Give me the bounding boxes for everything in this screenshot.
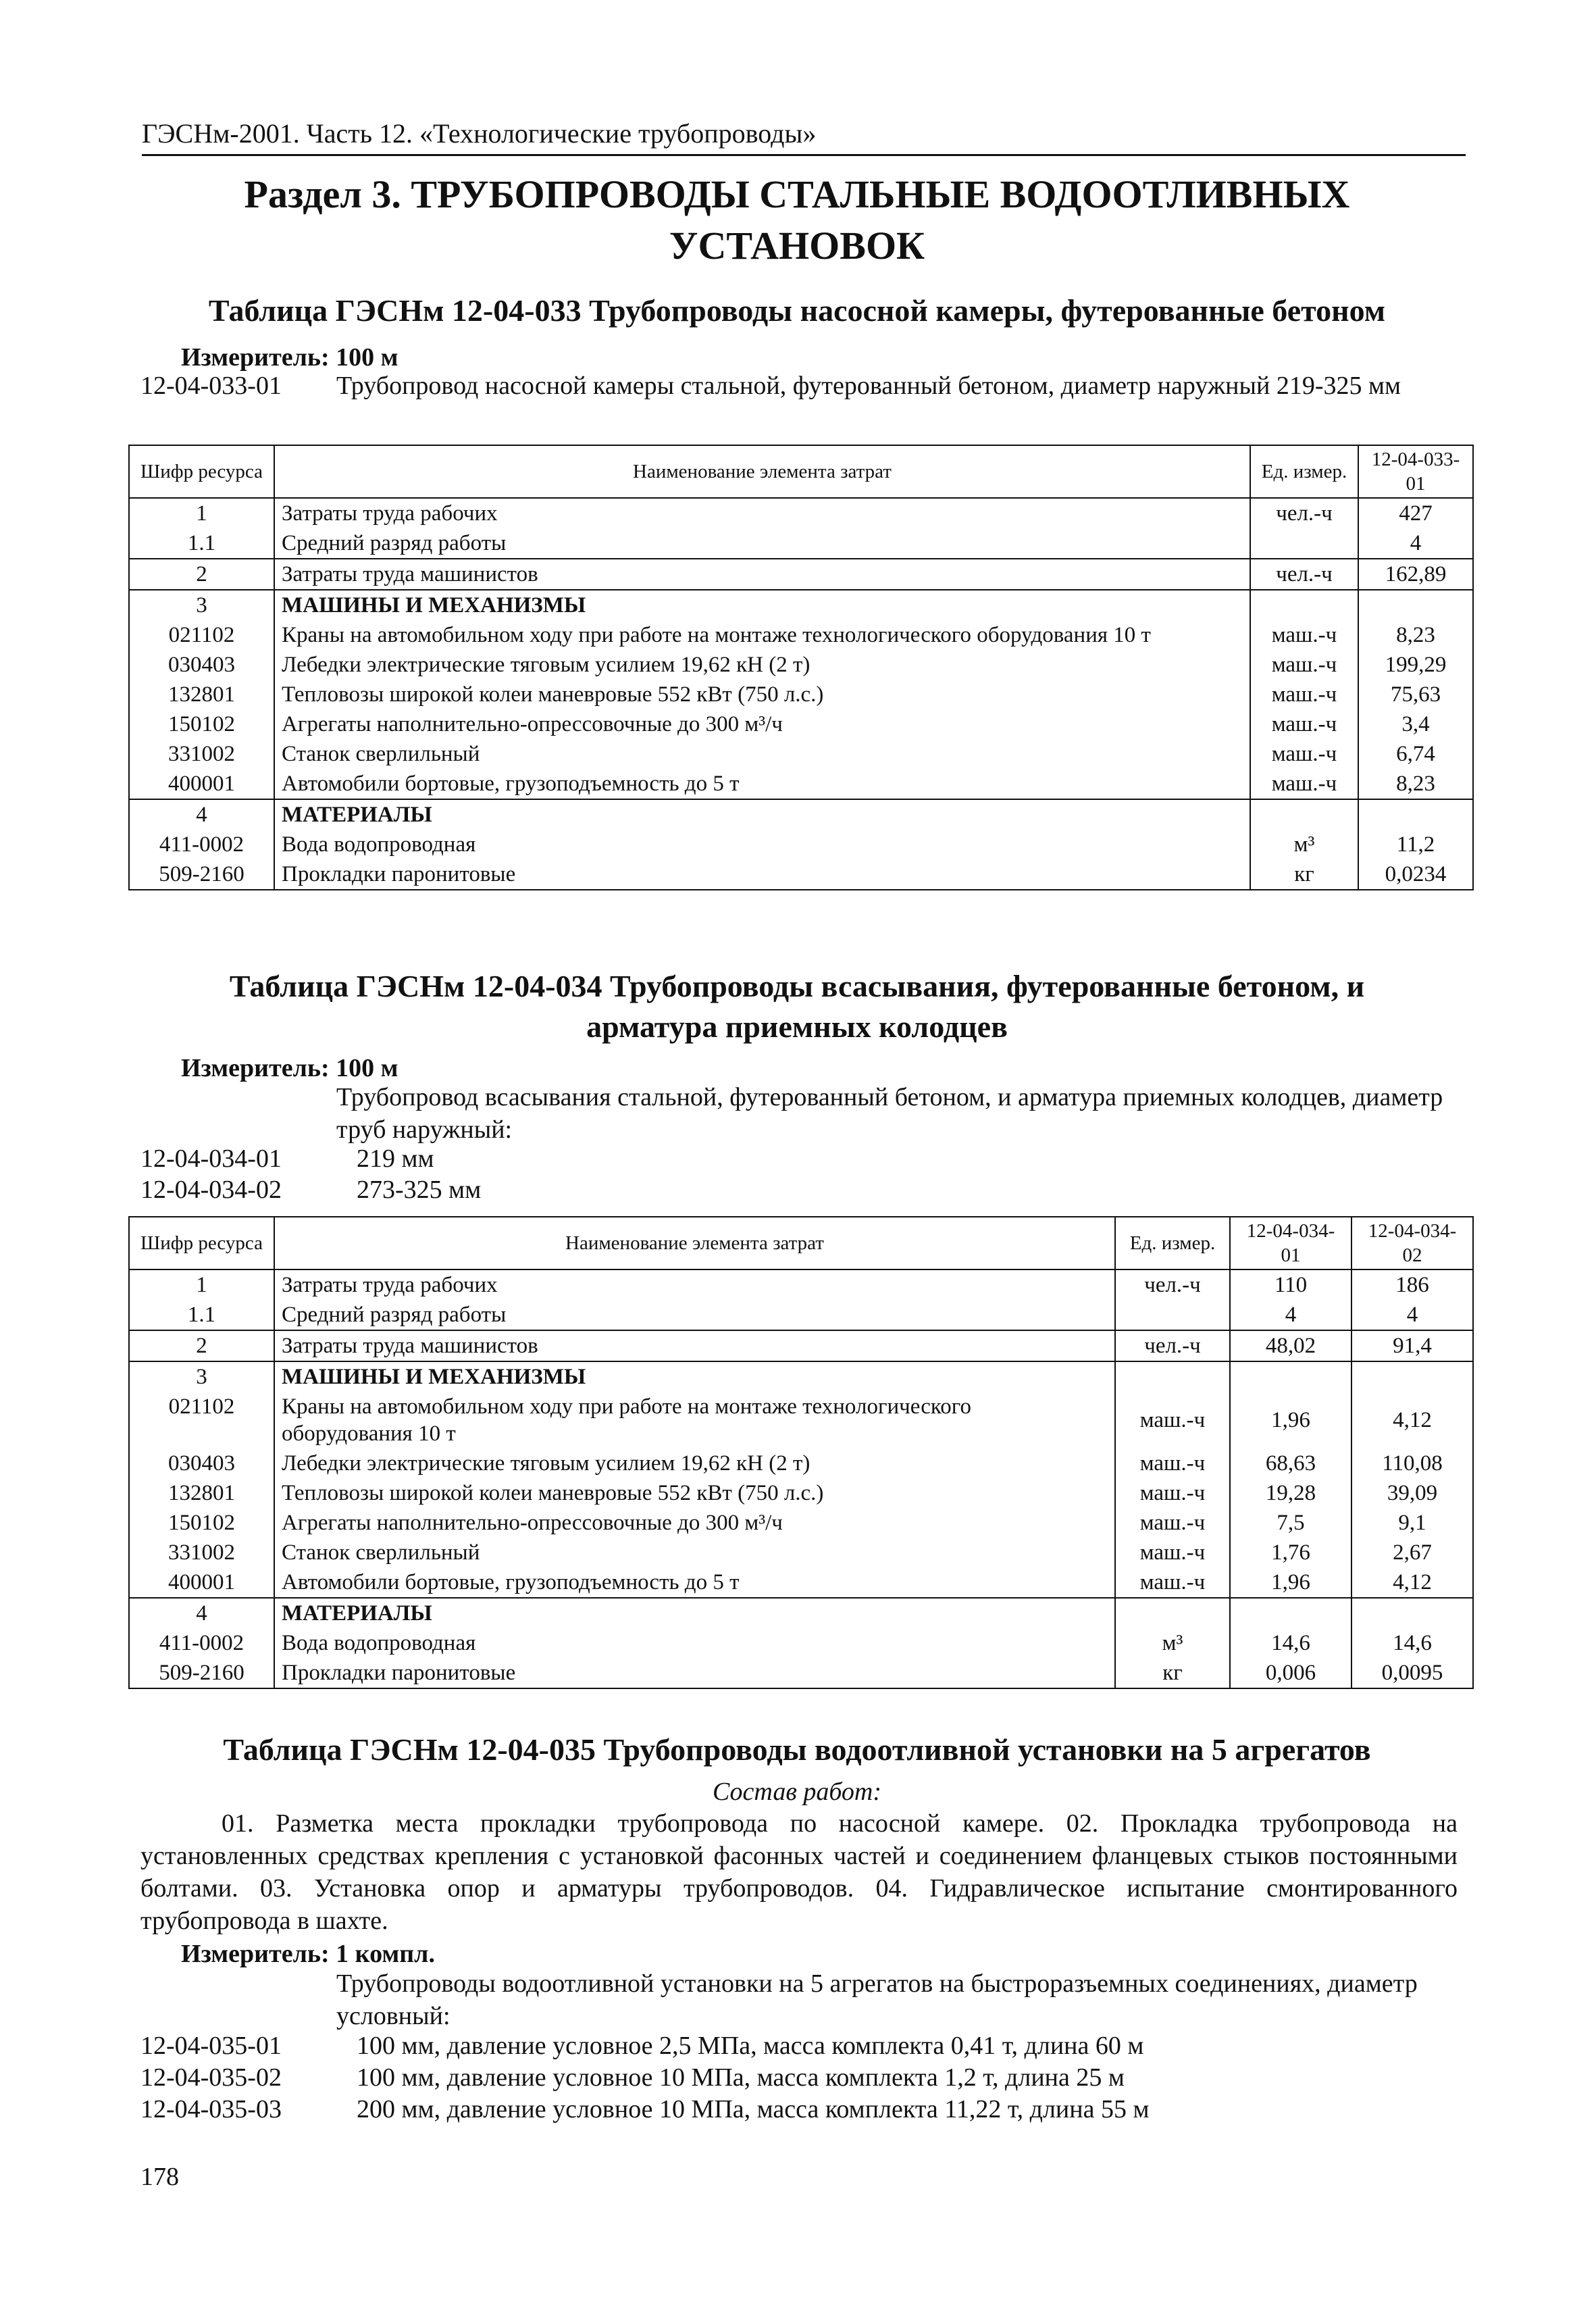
table1 bbox=[128, 445, 1474, 890]
cell-unit: маш.-ч bbox=[1115, 1538, 1230, 1567]
norm-description: 100 мм, давление условное 10 МПа, масса комплекта 1,2 т, длина 25 м bbox=[357, 2063, 1125, 2092]
cell-value: 4 bbox=[1230, 1300, 1352, 1330]
cell-value: 6,74 bbox=[1358, 739, 1473, 769]
table-row bbox=[129, 1538, 1473, 1567]
group-title: МАТЕРИАЛЫ bbox=[282, 1601, 432, 1626]
cell-value: 14,6 bbox=[1230, 1628, 1352, 1658]
table3-measure bbox=[181, 1938, 435, 1970]
cell-value: 14,6 bbox=[1352, 1628, 1473, 1658]
cell-unit: кг bbox=[1115, 1658, 1230, 1688]
cell-unit: чел.-ч bbox=[1115, 1269, 1230, 1300]
cell-code: 1.1 bbox=[129, 1300, 274, 1330]
cell-unit: м³ bbox=[1250, 830, 1358, 859]
cell-code: 4 bbox=[129, 1598, 274, 1628]
table-row bbox=[129, 1658, 1473, 1688]
cell-name: Станок сверлильный bbox=[274, 739, 1250, 769]
cell-code: 150102 bbox=[129, 1508, 274, 1538]
measure-value: 1 компл. bbox=[336, 1940, 435, 1968]
table3-title: Таблица ГЭСНм 12-04-035 Трубопроводы водоотливной установки на 5 агрегатов bbox=[223, 1732, 1371, 1767]
cell-code: 3 bbox=[129, 1361, 274, 1392]
col-header-norm: 12-04-034-02 bbox=[1352, 1217, 1473, 1269]
norm-description: 273-325 мм bbox=[357, 1176, 482, 1204]
col-header-norm: 12-04-034-01 bbox=[1230, 1217, 1352, 1269]
section-title-line: Раздел 3. ТРУБОПРОВОДЫ СТАЛЬНЫЕ ВОДООТЛИВНЫХ bbox=[244, 172, 1350, 216]
norm-code: 12-04-034-02 bbox=[140, 1176, 282, 1204]
cell-value: 186 bbox=[1352, 1269, 1473, 1300]
table-row bbox=[129, 739, 1473, 769]
cell-code: 030403 bbox=[129, 1449, 274, 1478]
col-header-name: Наименование элемента затрат bbox=[274, 445, 1250, 498]
cell-unit bbox=[1115, 1300, 1230, 1330]
cell-code: 1.1 bbox=[129, 528, 274, 559]
cell-value: 2,67 bbox=[1352, 1538, 1473, 1567]
cell-value bbox=[1352, 1598, 1473, 1628]
cell-code: 021102 bbox=[129, 620, 274, 650]
cell-value bbox=[1230, 1598, 1352, 1628]
cell-value bbox=[1358, 799, 1473, 830]
cell-group-header bbox=[274, 1361, 1115, 1392]
col-header-norm: 12-04-033-01 bbox=[1358, 445, 1473, 498]
cell-unit bbox=[1250, 528, 1358, 559]
table2-title-line: арматура приемных колодцев bbox=[586, 1009, 1008, 1044]
table-row bbox=[129, 1330, 1473, 1361]
cell-value: 427 bbox=[1358, 498, 1473, 528]
cell-unit: чел.-ч bbox=[1115, 1330, 1230, 1361]
cell-name: Краны на автомобильном ходу при работе на монтаже технологического оборудования 10 т bbox=[274, 1392, 1115, 1449]
cell-name: Вода водопроводная bbox=[274, 830, 1250, 859]
table-row bbox=[129, 620, 1473, 650]
cell-value: 162,89 bbox=[1358, 559, 1473, 590]
table2-measure bbox=[181, 1052, 398, 1084]
norm-code: 12-04-034-01 bbox=[140, 1145, 282, 1173]
cell-code: 1 bbox=[129, 498, 274, 528]
measure-value: 100 м bbox=[336, 1054, 398, 1082]
table-row bbox=[129, 799, 1473, 830]
cell-name: Тепловозы широкой колеи маневровые 552 кВт (750 л.с.) bbox=[274, 1478, 1115, 1508]
measure-label: Измеритель: bbox=[181, 343, 330, 372]
table1-measure bbox=[181, 341, 398, 374]
measure-label: Измеритель: bbox=[181, 1940, 330, 1968]
table2-title-line: Таблица ГЭСНм 12-04-034 Трубопроводы всасывания, футерованные бетоном, и bbox=[229, 969, 1365, 1003]
cell-code: 132801 bbox=[129, 680, 274, 709]
norm-code: 12-04-035-01 bbox=[140, 2032, 282, 2060]
table2-intro: Трубопровод всасывания стальной, футерованный бетоном, и арматура приемных колодцев, диаметр труб наружный: bbox=[336, 1083, 1443, 1144]
group-title: МАШИНЫ И МЕХАНИЗМЫ bbox=[282, 593, 586, 618]
cell-unit: маш.-ч bbox=[1250, 769, 1358, 799]
norm-code: 12-04-035-02 bbox=[140, 2063, 282, 2092]
page-number: 178 bbox=[140, 2163, 179, 2191]
cell-unit: маш.-ч bbox=[1250, 620, 1358, 650]
cell-value: 19,28 bbox=[1230, 1478, 1352, 1508]
cell-value: 0,0095 bbox=[1352, 1658, 1473, 1688]
cell-value bbox=[1230, 1361, 1352, 1392]
cell-unit: кг bbox=[1250, 859, 1358, 890]
cell-name: Средний разряд работы bbox=[274, 1300, 1115, 1330]
cell-unit bbox=[1115, 1361, 1230, 1392]
cell-unit bbox=[1250, 799, 1358, 830]
cell-unit: маш.-ч bbox=[1115, 1508, 1230, 1538]
table-row bbox=[129, 1628, 1473, 1658]
cell-code: 132801 bbox=[129, 1478, 274, 1508]
cell-value: 110,08 bbox=[1352, 1449, 1473, 1478]
cell-value: 7,5 bbox=[1230, 1508, 1352, 1538]
cell-value: 199,29 bbox=[1358, 650, 1473, 680]
cell-unit: м³ bbox=[1115, 1628, 1230, 1658]
norm-description: 100 мм, давление условное 2,5 МПа, масса комплекта 0,41 т, длина 60 м bbox=[357, 2032, 1144, 2060]
col-header-code: Шифр ресурса bbox=[129, 1217, 274, 1269]
table-row bbox=[129, 769, 1473, 799]
cell-name: Автомобили бортовые, грузоподъемность до 5 т bbox=[274, 1567, 1115, 1598]
table-row bbox=[129, 1598, 1473, 1628]
cell-name: Прокладки паронитовые bbox=[274, 1658, 1115, 1688]
cell-code: 331002 bbox=[129, 1538, 274, 1567]
table2 bbox=[128, 1216, 1474, 1689]
cell-code: 411-0002 bbox=[129, 1628, 274, 1658]
col-header-unit: Ед. измер. bbox=[1115, 1217, 1230, 1269]
table-row bbox=[129, 1300, 1473, 1330]
cell-code: 3 bbox=[129, 590, 274, 620]
cell-value bbox=[1358, 590, 1473, 620]
norm-code: 12-04-033-01 bbox=[140, 372, 282, 400]
cell-unit: маш.-ч bbox=[1115, 1567, 1230, 1598]
cell-unit: маш.-ч bbox=[1250, 650, 1358, 680]
table-row bbox=[129, 830, 1473, 859]
cell-value: 0,0234 bbox=[1358, 859, 1473, 890]
cell-value: 68,63 bbox=[1230, 1449, 1352, 1478]
cell-name: Затраты труда машинистов bbox=[274, 1330, 1115, 1361]
cell-value: 39,09 bbox=[1352, 1478, 1473, 1508]
table-row bbox=[129, 1269, 1473, 1300]
table-row bbox=[129, 1478, 1473, 1508]
cell-name: Автомобили бортовые, грузоподъемность до 5 т bbox=[274, 769, 1250, 799]
cell-value: 4,12 bbox=[1352, 1392, 1473, 1449]
table-row bbox=[129, 1567, 1473, 1598]
cell-name: Тепловозы широкой колеи маневровые 552 кВт (750 л.с.) bbox=[274, 680, 1250, 709]
cell-value: 1,96 bbox=[1230, 1567, 1352, 1598]
cell-value: 3,4 bbox=[1358, 709, 1473, 739]
composition-title: Состав работ: bbox=[712, 1778, 882, 1806]
table-row bbox=[129, 1508, 1473, 1538]
table-row bbox=[129, 590, 1473, 620]
cell-value: 4 bbox=[1358, 528, 1473, 559]
cell-group-header bbox=[274, 590, 1250, 620]
cell-value: 91,4 bbox=[1352, 1330, 1473, 1361]
running-head: ГЭСНм-2001. Часть 12. «Технологические трубопроводы» bbox=[142, 114, 1466, 156]
col-header-name: Наименование элемента затрат bbox=[274, 1217, 1115, 1269]
table-row bbox=[129, 498, 1473, 528]
table-header-row bbox=[129, 1217, 1473, 1269]
cell-code: 411-0002 bbox=[129, 830, 274, 859]
table1-title: Таблица ГЭСНм 12-04-033 Трубопроводы насосной камеры, футерованные бетоном bbox=[208, 293, 1386, 328]
measure-value: 100 м bbox=[336, 343, 398, 372]
norm-description: 219 мм bbox=[357, 1145, 434, 1173]
cell-value: 9,1 bbox=[1352, 1508, 1473, 1538]
table-row bbox=[129, 709, 1473, 739]
cell-unit: маш.-ч bbox=[1115, 1392, 1230, 1449]
cell-value: 0,006 bbox=[1230, 1658, 1352, 1688]
cell-name: Краны на автомобильном ходу при работе на монтаже технологического оборудования 10 т bbox=[274, 620, 1250, 650]
cell-code: 2 bbox=[129, 559, 274, 590]
cell-name: Прокладки паронитовые bbox=[274, 859, 1250, 890]
cell-code: 509-2160 bbox=[129, 1658, 274, 1688]
cell-value bbox=[1352, 1361, 1473, 1392]
norm-description: 200 мм, давление условное 10 МПа, масса комплекта 11,22 т, длина 55 м bbox=[357, 2095, 1150, 2123]
section-title-line: УСТАНОВОК bbox=[669, 224, 925, 268]
cell-value: 110 bbox=[1230, 1269, 1352, 1300]
cell-code: 331002 bbox=[129, 739, 274, 769]
table-row bbox=[129, 528, 1473, 559]
cell-value: 75,63 bbox=[1358, 680, 1473, 709]
cell-group-header bbox=[274, 1598, 1115, 1628]
cell-code: 4 bbox=[129, 799, 274, 830]
cell-name: Агрегаты наполнительно-опрессовочные до 300 м³/ч bbox=[274, 709, 1250, 739]
cell-unit: чел.-ч bbox=[1250, 498, 1358, 528]
cell-name: Затраты труда рабочих bbox=[274, 498, 1250, 528]
cell-code: 1 bbox=[129, 1269, 274, 1300]
col-header-unit: Ед. измер. bbox=[1250, 445, 1358, 498]
cell-code: 2 bbox=[129, 1330, 274, 1361]
cell-name: Лебедки электрические тяговым усилием 19,62 кН (2 т) bbox=[274, 1449, 1115, 1478]
table2-title bbox=[135, 966, 1459, 1047]
cell-value: 48,02 bbox=[1230, 1330, 1352, 1361]
cell-value: 4,12 bbox=[1352, 1567, 1473, 1598]
cell-value: 1,96 bbox=[1230, 1392, 1352, 1449]
table-row bbox=[129, 1392, 1473, 1449]
cell-value: 8,23 bbox=[1358, 620, 1473, 650]
cell-name: Агрегаты наполнительно-опрессовочные до 300 м³/ч bbox=[274, 1508, 1115, 1538]
col-header-code: Шифр ресурса bbox=[129, 445, 274, 498]
table-row bbox=[129, 650, 1473, 680]
cell-code: 400001 bbox=[129, 769, 274, 799]
cell-name: Станок сверлильный bbox=[274, 1538, 1115, 1567]
cell-name: Лебедки электрические тяговым усилием 19,62 кН (2 т) bbox=[274, 650, 1250, 680]
table-header-row bbox=[129, 445, 1473, 498]
cell-value: 11,2 bbox=[1358, 830, 1473, 859]
group-title: МАШИНЫ И МЕХАНИЗМЫ bbox=[282, 1365, 586, 1389]
cell-unit: маш.-ч bbox=[1250, 680, 1358, 709]
cell-unit: чел.-ч bbox=[1250, 559, 1358, 590]
norm-code: 12-04-035-03 bbox=[140, 2095, 282, 2123]
composition-text: 01. Разметка места прокладки трубопровода по насосной камере. 02. Прокладка трубопровода на установленных средствах крепления с установкой фасонных частей и соединением фланцевых стыков постоянными болтами. 03. Установка опор и арматуры трубопроводов. 04. Гидравлическое испытание смонтированного трубопровода в шахте. bbox=[140, 1809, 1458, 1935]
cell-unit bbox=[1115, 1598, 1230, 1628]
measure-label: Измеритель: bbox=[181, 1054, 330, 1082]
cell-name: Средний разряд работы bbox=[274, 528, 1250, 559]
cell-value: 4 bbox=[1352, 1300, 1473, 1330]
cell-value: 8,23 bbox=[1358, 769, 1473, 799]
table-row bbox=[129, 859, 1473, 890]
cell-code: 021102 bbox=[129, 1392, 274, 1449]
cell-unit: маш.-ч bbox=[1115, 1478, 1230, 1508]
cell-code: 509-2160 bbox=[129, 859, 274, 890]
cell-unit: маш.-ч bbox=[1250, 739, 1358, 769]
table-row bbox=[129, 1361, 1473, 1392]
table-row bbox=[129, 680, 1473, 709]
cell-name: Затраты труда машинистов bbox=[274, 559, 1250, 590]
cell-unit: маш.-ч bbox=[1250, 709, 1358, 739]
cell-code: 030403 bbox=[129, 650, 274, 680]
table-row bbox=[129, 559, 1473, 590]
cell-unit: маш.-ч bbox=[1115, 1449, 1230, 1478]
cell-unit bbox=[1250, 590, 1358, 620]
table3-intro: Трубопроводы водоотливной установки на 5 агрегатов на быстроразъемных соединениях, диаметр условный: bbox=[336, 1969, 1418, 2030]
section-title bbox=[135, 169, 1459, 272]
cell-name: Затраты труда рабочих bbox=[274, 1269, 1115, 1300]
table-row bbox=[129, 1449, 1473, 1478]
norm-description: Трубопровод насосной камеры стальной, футерованный бетоном, диаметр наружный 219-325 мм bbox=[336, 372, 1401, 400]
cell-name: Вода водопроводная bbox=[274, 1628, 1115, 1658]
cell-value: 1,76 bbox=[1230, 1538, 1352, 1567]
cell-code: 400001 bbox=[129, 1567, 274, 1598]
group-title: МАТЕРИАЛЫ bbox=[282, 803, 432, 827]
cell-group-header bbox=[274, 799, 1250, 830]
cell-code: 150102 bbox=[129, 709, 274, 739]
